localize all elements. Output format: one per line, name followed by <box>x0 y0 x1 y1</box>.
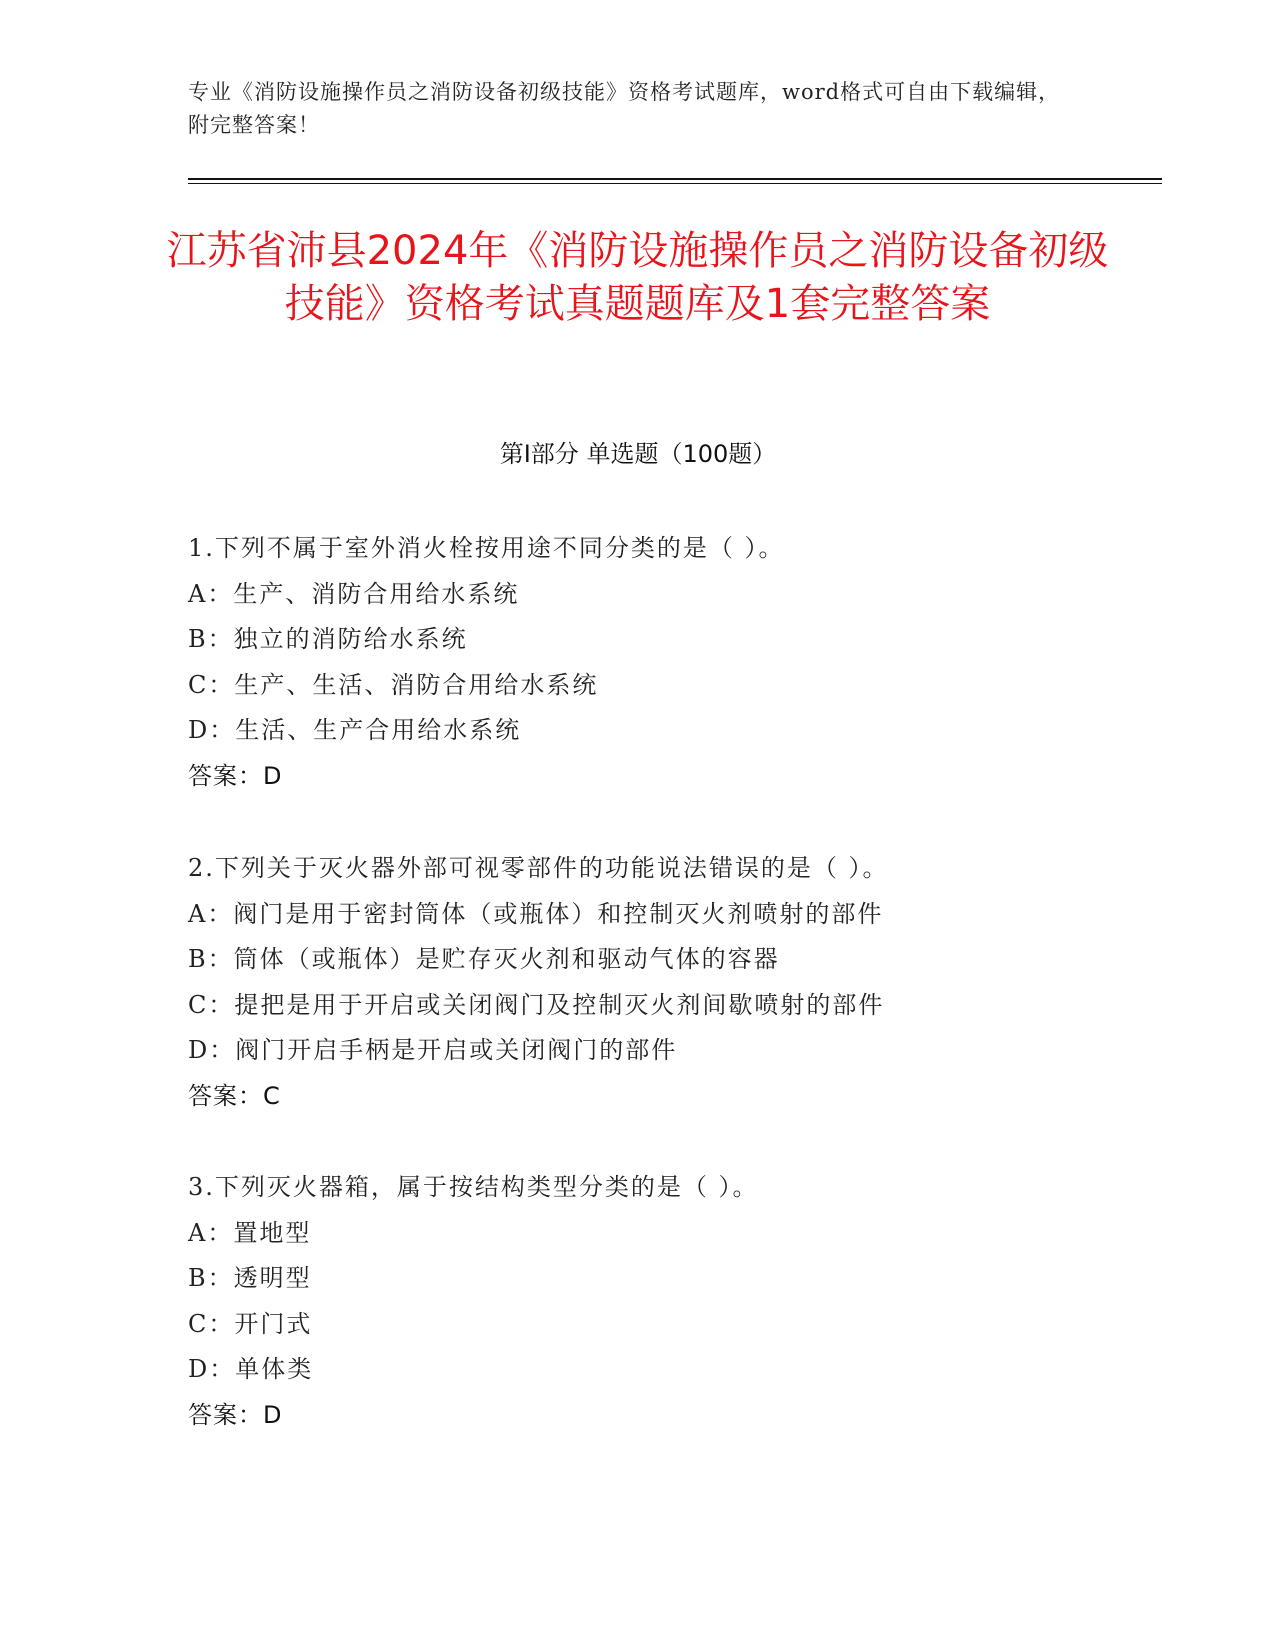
question-stem: 1.下列不属于室外消火栓按用途不同分类的是（ ）。 <box>188 534 785 562</box>
option-a: A：阀门是用于密封筒体（或瓶体）和控制灭火剂喷射的部件 <box>188 899 884 928</box>
answer-line: 答案：D <box>188 761 283 790</box>
option-c: C：开门式 <box>188 1309 313 1338</box>
header-rule-thick <box>188 178 1162 180</box>
option-c: C：生产、生活、消防合用给水系统 <box>188 670 599 699</box>
question-stem: 2.下列关于灭火器外部可视零部件的功能说法错误的是（ ）。 <box>188 854 889 882</box>
option-b: B：独立的消防给水系统 <box>188 625 468 653</box>
header-rule-thin <box>188 183 1162 184</box>
header-note: 专业《消防设施操作员之消防设备初级技能》资格考试题库，word格式可自由下载编辑，附完整答案！ <box>188 80 1061 137</box>
option-d: D：生活、生产合用给水系统 <box>188 716 522 744</box>
answer-line: 答案：C <box>188 1081 281 1110</box>
option-b: B：透明型 <box>188 1264 312 1292</box>
option-d: D：单体类 <box>188 1355 314 1383</box>
answer-line: 答案：D <box>188 1400 283 1429</box>
option-a: A：生产、消防合用给水系统 <box>188 579 520 608</box>
option-a: A：置地型 <box>188 1218 312 1247</box>
question-stem: 3.下列灭火器箱，属于按结构类型分类的是（ ）。 <box>188 1173 759 1201</box>
section-heading: 第I部分 单选题（100题） <box>499 440 777 468</box>
question-2 <box>188 846 1148 1119</box>
document-title: 江苏省沛县2024年《消防设施操作员之消防设备初级技能》资格考试真题题库及1套完整答案 <box>166 228 1109 327</box>
option-c: C：提把是用于开启或关闭阀门及控制灭火剂间歇喷射的部件 <box>188 990 885 1019</box>
option-b: B：筒体（或瓶体）是贮存灭火剂和驱动气体的容器 <box>188 945 780 973</box>
option-d: D：阀门开启手柄是开启或关闭阀门的部件 <box>188 1036 678 1064</box>
question-3 <box>188 1165 1148 1438</box>
question-1 <box>188 526 1148 799</box>
